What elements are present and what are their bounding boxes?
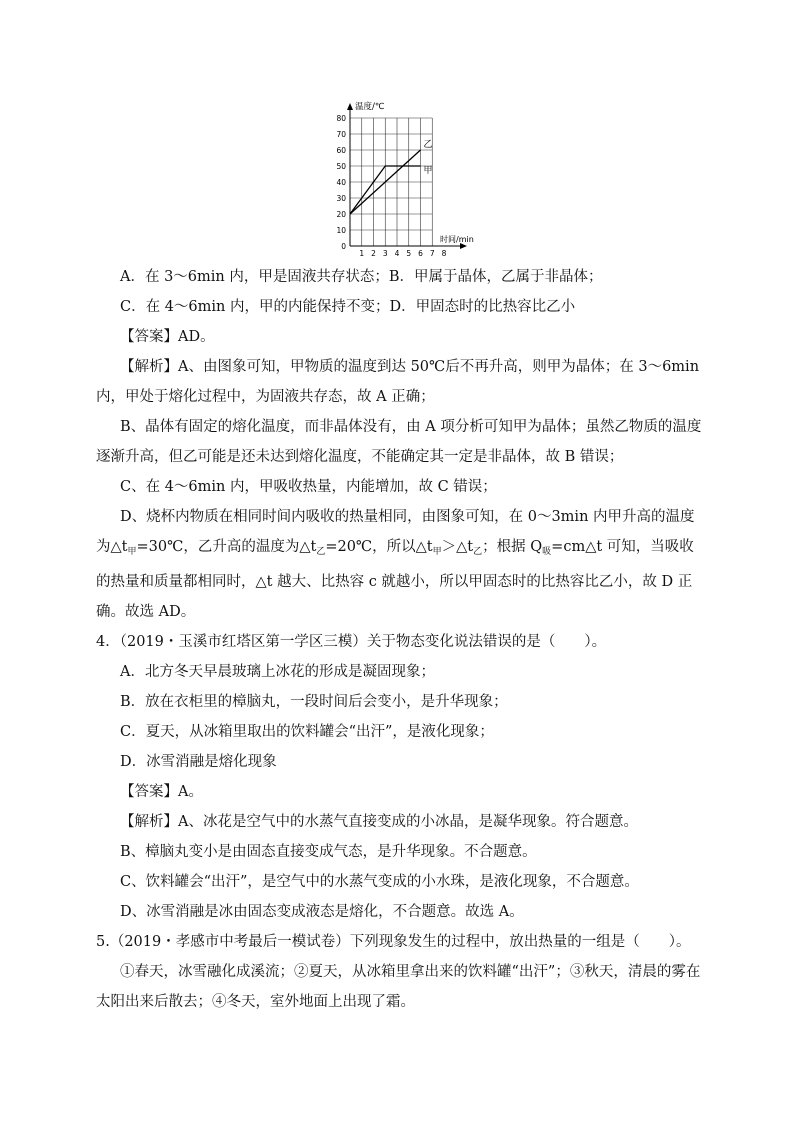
y-tick-label: 20 — [336, 210, 346, 219]
q5-stem: 5.（2019・孝感市中考最后一模试卷）下列现象发生的过程中，放出热量的一组是（ ）。 — [96, 934, 691, 950]
y-tick-label: 10 — [336, 226, 346, 235]
x-tick-label: 4 — [394, 249, 400, 258]
q4-option-d: D．冰雪消融是熔化现象 — [120, 754, 277, 770]
y-tick-label: 40 — [336, 178, 346, 187]
x-tick-label: 8 — [441, 249, 447, 258]
analysis-d-part5: ；根据 Q — [482, 539, 543, 555]
analysis-d-part6: =cm△t 可知，当吸收的热量 — [96, 539, 694, 590]
x-tick-label: 2 — [371, 249, 376, 258]
q4-analysis-d: D、冰雪消融是冰由固态变成液态是熔化，不合题意。故选 A。 — [120, 904, 524, 920]
q3-analysis-b: B、晶体有固定的熔化温度，而非晶体没有，由 A 项分析可知甲为晶体；虽然乙物质的温度逐渐升高，但乙可能是还未达到熔化温度，不能确定其一定是非晶体，故 B 错误； — [96, 419, 702, 465]
y-tick-label: 0 — [341, 242, 346, 251]
subscript-jia-2: 甲 — [432, 547, 442, 557]
y-tick-label: 70 — [336, 130, 346, 139]
subscript-yi: 乙 — [316, 547, 326, 557]
y-tick-label: 60 — [336, 146, 346, 155]
analysis-d-part7: 和质量都相同时，△t 越大、比热容 c 就越小，所以甲固态时的比热容比乙小，故 D 正确。故选 AD。 — [96, 574, 693, 620]
q4-stem: 4．（2019・玉溪市红塔区第一学区三模）关于物态变化说法错误的是（ ）。 — [96, 634, 607, 650]
q4-option-c: C．夏天，从冰箱里取出的饮料罐会“出汗”，是液化现象； — [120, 724, 494, 740]
q3-option-cd: C．在 4～6min 内，甲的内能保持不变；D．甲固态时的比热容比乙小 — [120, 299, 576, 315]
series-label-yi: 乙 — [423, 140, 433, 150]
analysis-d-part3: =20℃，所以△t — [325, 539, 433, 555]
x-tick-label: 1 — [359, 249, 365, 258]
q4-option-a: A．北方冬天早晨玻璃上冰花的形成是凝固现象； — [120, 664, 435, 680]
temperature-time-chart — [326, 98, 496, 258]
q3-analysis-a: 【解析】A、由图象可知，甲物质的温度到达 50℃后不再升高，则甲为晶体；在 3～6min 内，甲处于熔化过程中，为固液共存态，故 A 正确； — [96, 359, 700, 405]
y-axis-label: 温度/℃ — [355, 102, 385, 112]
chart-svg — [326, 98, 496, 258]
document-body — [96, 262, 702, 1017]
q3-answer: 【答案】AD。 — [120, 329, 215, 345]
y-tick-label: 30 — [336, 194, 346, 203]
q3-option-ab: A．在 3～6min 内，甲是固液共存状态；B．甲属于晶体，乙属于非晶体； — [120, 269, 603, 285]
x-tick-label: 6 — [418, 249, 423, 258]
y-tick-label: 50 — [336, 162, 346, 171]
subscript-yi-2: 乙 — [473, 547, 483, 557]
q4-analysis-c: C、饮料罐会“出汗”，是空气中的水蒸气变成的小水珠，是液化现象，不合题意。 — [120, 874, 639, 890]
x-axis-label: 时间/min — [440, 235, 474, 244]
q4-answer: 【答案】A。 — [120, 784, 203, 800]
subscript-xi: 吸 — [542, 547, 552, 557]
x-tick-label: 3 — [382, 249, 388, 258]
x-tick-label: 7 — [429, 249, 435, 258]
q4-analysis-b: B、樟脑丸变小是由固态直接变成气态，是升华现象。不合题意。 — [120, 844, 537, 860]
subscript-jia: 甲 — [127, 547, 137, 557]
analysis-d-part1: D、烧杯内物质在相同时间内吸收的热量相同，由图象可知，在 0～3min 内甲升高的温度为△t — [96, 509, 695, 555]
analysis-d-part2: =30℃，乙升高的温度为△t — [136, 539, 317, 555]
x-tick-label: 5 — [406, 249, 412, 258]
q4-option-b: B．放在衣柜里的樟脑丸，一段时间后会变小，是升华现象； — [120, 694, 508, 710]
q3-analysis-d — [96, 502, 702, 627]
analysis-d-part4: ＞△t — [441, 539, 474, 555]
q5-items: ①春天，冰雪融化成溪流；②夏天，从冰箱里拿出来的饮料罐“出汗”；③秋天，清晨的雾在太阳出来后散去；④冬天，室外地面上出现了霜。 — [96, 964, 701, 1010]
y-axis-arrow — [347, 103, 353, 110]
q4-analysis-a: 【解析】A、冰花是空气中的水蒸气直接变成的小冰晶，是凝华现象。符合题意。 — [120, 814, 638, 830]
series-label-jia: 甲 — [423, 166, 433, 176]
q3-analysis-c: C、在 4～6min 内，甲吸收热量，内能增加，故 C 错误； — [120, 479, 497, 495]
y-tick-label: 80 — [336, 114, 346, 123]
